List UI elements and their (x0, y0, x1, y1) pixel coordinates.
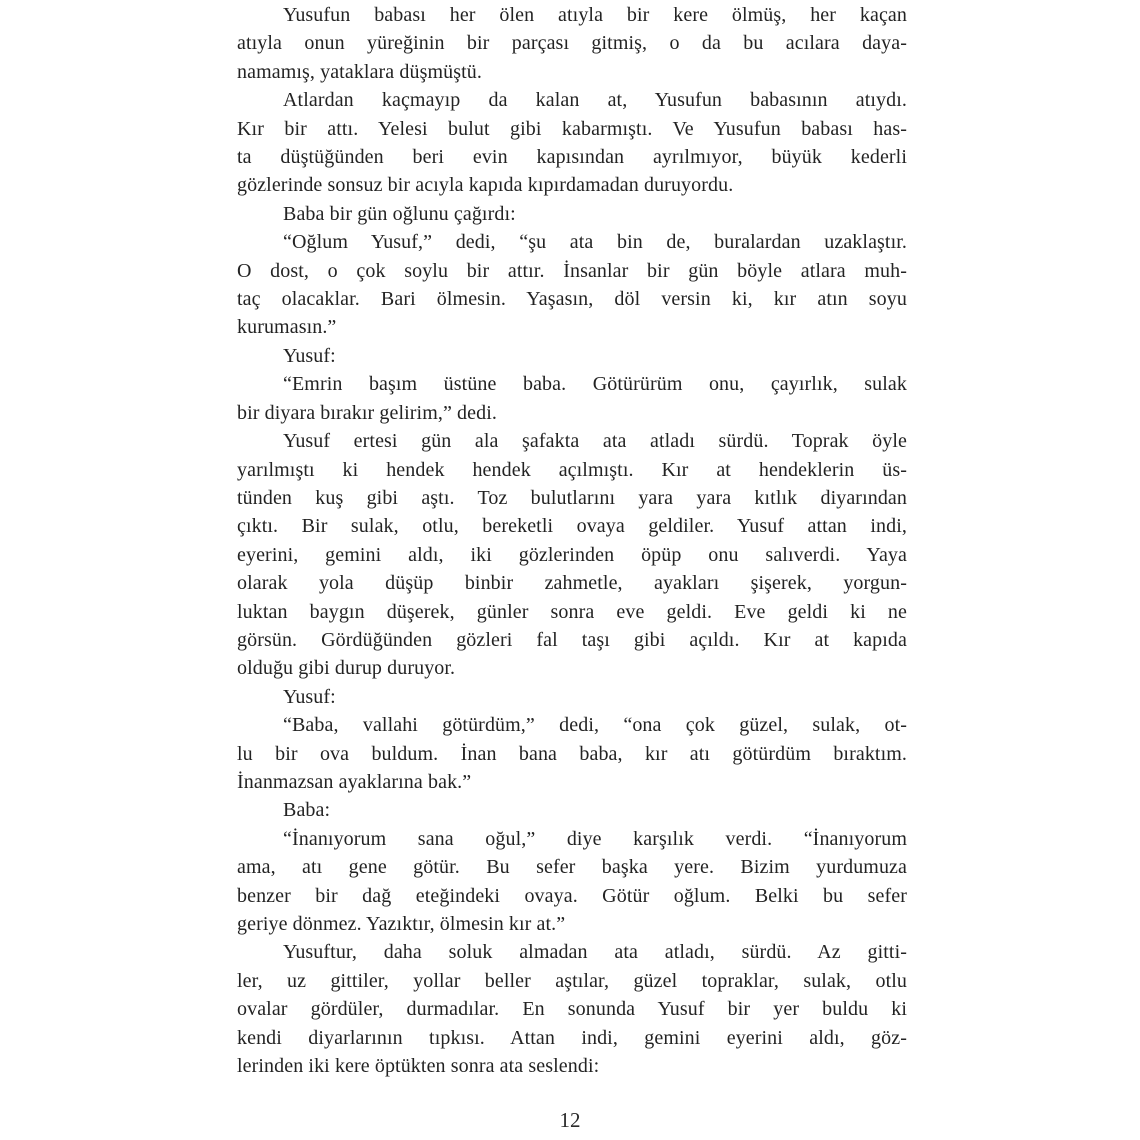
text-line: ama, atı gene götür. Bu sefer başka yere. Bizim yurdumuza (237, 856, 907, 879)
text-line: yarılmıştı ki hendek hendek açılmıştı. Kır at hendeklerin üs- (237, 458, 907, 481)
text-line: görsün. Gördüğünden gözleri fal taşı gibi açıldı. Kır at kapıda (237, 628, 907, 651)
text-line: lu bir ova buldum. İnan bana baba, kır atı götürdüm bıraktım. (237, 742, 907, 765)
text-line: O dost, o çok soylu bir attır. İnsanlar bir gün böyle atlara muh- (237, 259, 907, 282)
text-line: luktan baygın düşerek, günler sonra eve geldi. Eve geldi ki ne (237, 600, 907, 623)
text-line: ovalar gördüler, durmadılar. En sonunda Yusuf bir yer buldu ki (237, 998, 907, 1021)
text-line: Yusuf ertesi gün ala şafakta ata atladı sürdü. Toprak öyle (283, 430, 907, 453)
text-line: Yusuftur, daha soluk almadan ata atladı, sürdü. Az gitti- (283, 941, 907, 964)
text-line: Yusuf: (283, 344, 336, 367)
text-line: ta düştüğünden beri evin kapısından ayrılmıyor, büyük kederli (237, 146, 907, 169)
text-line: tünden kuş gibi aştı. Toz bulutlarını yara yara kıtlık diyarından (237, 486, 907, 509)
text-line: “Emrin başım üstüne baba. Götürürüm onu, çayırlık, sulak (283, 373, 907, 396)
text-line: atıyla onun yüreğinin bir parçası gitmiş, o da bu acılara daya- (237, 32, 907, 55)
text-line: kendi diyarlarının tıpkısı. Attan indi, gemini eyerini aldı, göz- (237, 1026, 907, 1049)
text-line: geriye dönmez. Yazıktır, ölmesin kır at.” (237, 913, 566, 935)
text-line: Baba: (283, 799, 331, 822)
page-number: 12 (559, 1108, 581, 1132)
text-line: Kır bir attı. Yelesi bulut gibi kabarmıştı. Ve Yusufun babası has- (237, 117, 907, 140)
text-line: kurumasın.” (237, 316, 337, 339)
text-line: “Baba, vallahi götürdüm,” dedi, “ona çok güzel, sulak, ot- (283, 714, 907, 737)
text-line: ler, uz gittiler, yollar beller aştılar, güzel topraklar, sulak, otlu (237, 969, 907, 992)
text-line: Baba bir gün oğlunu çağırdı: (283, 202, 516, 225)
text-line: çıktı. Bir sulak, otlu, bereketli ovaya geldiler. Yusuf attan indi, (237, 515, 907, 538)
text-line: Yusuf: (283, 685, 336, 708)
text-line: “İnanıyorum sana oğul,” diye karşılık verdi. “İnanıyorum (283, 827, 907, 850)
text-line: benzer bir dağ eteğindeki ovaya. Götür oğlum. Belki bu sefer (237, 884, 907, 907)
text-line: bir diyara bırakır gelirim,” dedi. (237, 401, 497, 424)
text-line: lerinden iki kere öptükten sonra ata seslendi: (237, 1055, 600, 1078)
text-line: namamış, yataklara düşmüştü. (237, 60, 482, 83)
text-line: İnanmazsan ayaklarına bak.” (237, 770, 472, 793)
text-line: olarak yola düşüp binbir zahmetle, ayakları şişerek, yorgun- (237, 572, 907, 595)
text-line: olduğu gibi durup duruyor. (237, 657, 456, 680)
text-line: gözlerinde sonsuz bir acıyla kapıda kıpırdamadan duruyordu. (237, 174, 734, 197)
text-line: “Oğlum Yusuf,” dedi, “şu ata bin de, buralardan uzaklaştır. (283, 231, 907, 254)
text-line: Yusufun babası her ölen atıyla bir kere ölmüş, her kaçan (283, 4, 907, 26)
body-text (237, 1, 907, 1080)
text-line: taç olacaklar. Bari ölmesin. Yaşasın, döl versin ki, kır atın soyu (237, 288, 907, 311)
text-line: Atlardan kaçmayıp da kalan at, Yusufun babasının atıydı. (283, 89, 907, 112)
text-line: eyerini, gemini aldı, iki gözlerinden öpüp onu salıverdi. Yaya (237, 543, 907, 566)
